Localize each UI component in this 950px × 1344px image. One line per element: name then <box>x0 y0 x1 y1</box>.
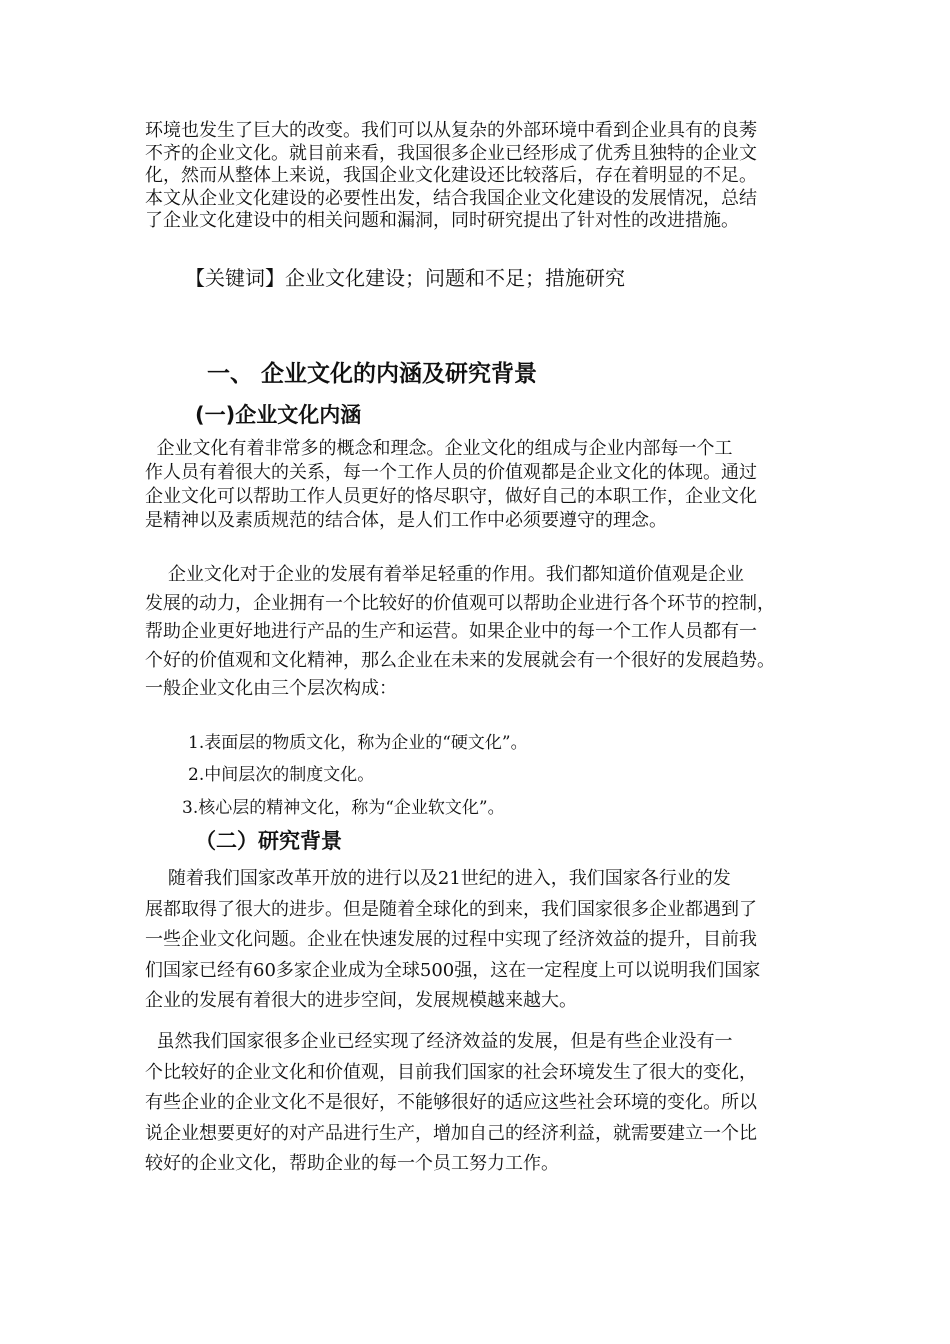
paragraph-line: 虽然我们国家很多企业已经实现了经济效益的发展，但是有些企业没有一 <box>145 1031 733 1052</box>
list-item: 2.中间层次的制度文化。 <box>188 765 375 785</box>
paragraph-line: 随着我们国家改革开放的进行以及21世纪的进入，我们国家各行业的发 <box>145 868 731 889</box>
keywords: 【关键词】企业文化建设；问题和不足；措施研究 <box>185 266 625 290</box>
paragraph-line: 们国家已经有60多家企业成为全球500强，这在一定程度上可以说明我们国家 <box>145 959 761 981</box>
paragraph-line: 一般企业文化由三个层次构成： <box>145 678 397 699</box>
paragraph-line: 个比较好的企业文化和价值观，目前我们国家的社会环境发生了很大的变化， <box>145 1061 757 1083</box>
list-item: 1.表面层的物质文化，称为企业的“硬文化”。 <box>188 733 528 753</box>
paragraph-line: 作人员有着很大的关系，每一个工作人员的价值观都是企业文化的体现。通过 <box>145 462 757 483</box>
body-paragraph <box>145 561 817 704</box>
body-paragraph <box>145 864 817 1017</box>
abstract-line: 环境也发生了巨大的改变。我们可以从复杂的外部环境中看到企业具有的良莠 <box>145 120 757 141</box>
paragraph-line: 发展的动力，企业拥有一个比较好的价值观可以帮助企业进行各个环节的控制， <box>145 592 775 614</box>
list-item: 3.核心层的精神文化，称为“企业软文化”。 <box>182 798 505 818</box>
paragraph-line: 是精神以及素质规范的结合体，是人们工作中必须要遵守的理念。 <box>145 510 667 531</box>
section-heading: 一、 企业文化的内涵及研究背景 <box>207 361 538 387</box>
paragraph-line: 企业文化对于企业的发展有着举足轻重的作用。我们都知道价值观是企业 <box>145 564 744 585</box>
abstract-line: 本文从企业文化建设的必要性出发，结合我国企业文化建设的发展情况，总结 <box>145 187 757 209</box>
subsection-heading-culture: (一)企业文化内涵 <box>195 403 362 427</box>
paragraph-line: 帮助企业更好地进行产品的生产和运营。如果企业中的每一个工作人员都有一 <box>145 621 757 642</box>
abstract-line: 化，然而从整体上来说，我国企业文化建设还比较落后，存在着明显的不足。 <box>145 165 757 186</box>
paragraph-line: 说企业想要更好的对产品进行生产，增加自己的经济利益，就需要建立一个比 <box>145 1122 757 1144</box>
paragraph-line: 企业文化可以帮助工作人员更好的恪尽职守，做好自己的本职工作，企业文化 <box>145 486 757 507</box>
body-paragraph <box>145 437 817 533</box>
abstract-line: 不齐的企业文化。就目前来看，我国很多企业已经形成了优秀且独特的企业文 <box>145 142 757 164</box>
body-paragraph <box>145 1027 817 1180</box>
paragraph-line: 个好的价值观和文化精神，那么企业在未来的发展就会有一个很好的发展趋势。 <box>145 649 775 671</box>
paragraph-line: 企业的发展有着很大的进步空间，发展规模越来越大。 <box>145 990 577 1011</box>
abstract-paragraph <box>145 120 817 233</box>
abstract-line: 了企业文化建设中的相关问题和漏洞，同时研究提出了针对性的改进措施。 <box>145 210 739 231</box>
paragraph-line: 较好的企业文化，帮助企业的每一个员工努力工作。 <box>145 1153 559 1174</box>
paragraph-line: 企业文化有着非常多的概念和理念。企业文化的组成与企业内部每一个工 <box>145 438 733 459</box>
paragraph-line: 一些企业文化问题。企业在快速发展的过程中实现了经济效益的提升，目前我 <box>145 929 757 950</box>
subsection-heading-background: （二）研究背景 <box>195 829 342 853</box>
paragraph-line: 有些企业的企业文化不是很好，不能够很好的适应这些社会环境的变化。所以 <box>145 1092 757 1113</box>
paragraph-line: 展都取得了很大的进步。但是随着全球化的到来，我们国家很多企业都遇到了 <box>145 898 757 920</box>
